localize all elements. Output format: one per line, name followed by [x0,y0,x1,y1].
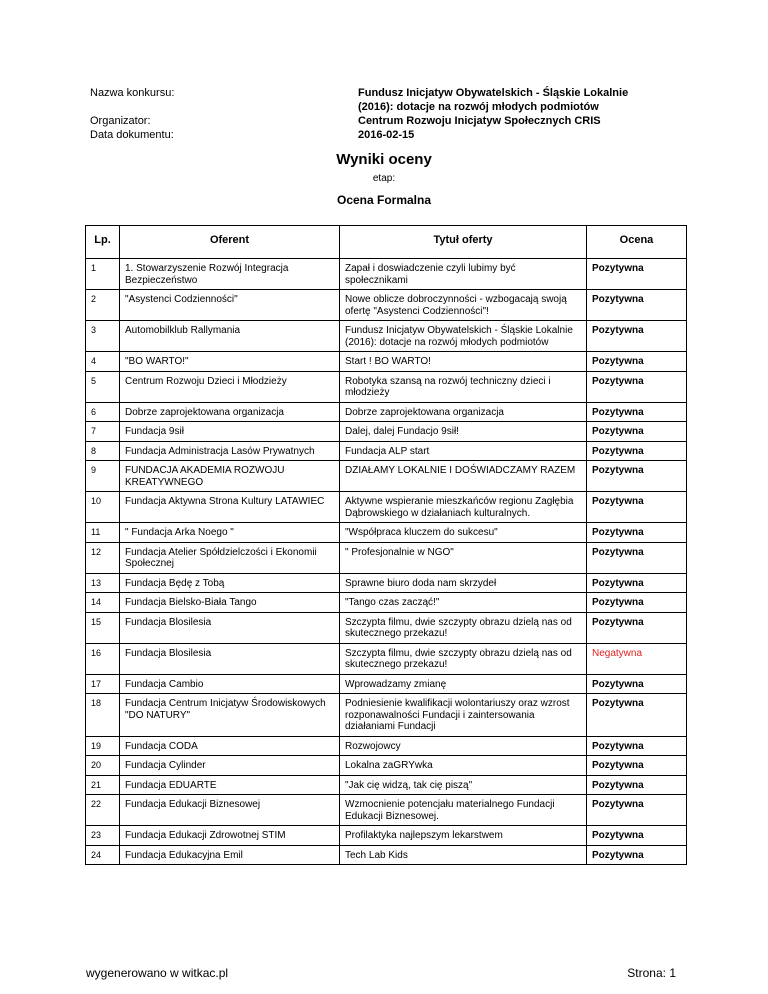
table-row [86,441,687,461]
row-oferent: Fundacja Będę z Tobą [120,573,340,593]
row-ocena: Pozytywna [587,795,687,826]
row-lp: 5 [86,371,120,402]
table-row [86,736,687,756]
header-tytul: Tytuł oferty [340,226,587,259]
table-row [86,775,687,795]
row-lp: 3 [86,321,120,352]
row-oferent: FUNDACJA AKADEMIA ROZWOJU KREATYWNEGO [120,461,340,492]
row-tytul: Nowe oblicze dobroczynności - wzbogacają swoją ofertę "Asystenci Codzienności"! [340,290,587,321]
competition-value-line-1: Fundusz Inicjatyw Obywatelskich - Śląskie Lokalnie [358,87,629,99]
row-ocena: Pozytywna [587,290,687,321]
table-row [86,461,687,492]
table-row [86,422,687,442]
row-ocena: Pozytywna [587,612,687,643]
table-row [86,674,687,694]
table-row [86,573,687,593]
row-lp: 10 [86,492,120,523]
row-oferent: 1. Stowarzyszenie Rozwój Integracja Bezpieczeństwo [120,259,340,290]
table-row [86,694,687,737]
row-tytul: Sprawne biuro doda nam skrzydeł [340,573,587,593]
stage-name: Ocena Formalna [336,193,432,207]
row-lp: 23 [86,826,120,846]
row-tytul: "Tango czas zacząć!" [340,593,587,613]
row-tytul: Wzmocnienie potencjału materialnego Fundacji Edukacji Biznesowej. [340,795,587,826]
row-tytul: Zapał i doswiadczenie czyli lubimy być społecznikami [340,259,587,290]
row-oferent: Fundacja Edukacyjna Emil [120,845,340,865]
row-oferent: Fundacja EDUARTE [120,775,340,795]
table-row [86,523,687,543]
row-tytul: "Jak cię widzą, tak cię piszą" [340,775,587,795]
row-ocena: Pozytywna [587,826,687,846]
row-oferent: Fundacja Edukacji Biznesowej [120,795,340,826]
row-oferent: Fundacja CODA [120,736,340,756]
row-oferent: Centrum Rozwoju Dzieci i Młodzieży [120,371,340,402]
header-lp: Lp. [86,226,120,259]
organizer-value: Centrum Rozwoju Inicjatyw Społecznych CRIS [358,115,601,127]
row-tytul: Start ! BO WARTO! [340,352,587,372]
row-lp: 15 [86,612,120,643]
table-row [86,321,687,352]
table-row [86,492,687,523]
row-oferent: Fundacja Bielsko-Biała Tango [120,593,340,613]
table-body [86,259,687,865]
row-ocena: Pozytywna [587,352,687,372]
row-oferent: Fundacja Centrum Inicjatyw Środowiskowych "DO NATURY" [120,694,340,737]
row-lp: 16 [86,643,120,674]
row-oferent: Automobilklub Rallymania [120,321,340,352]
row-lp: 21 [86,775,120,795]
competition-row-2 [90,100,690,114]
table-header-row [86,226,687,259]
row-lp: 14 [86,593,120,613]
row-tytul: Szczypta filmu, dwie szczypty obrazu dzielą nas od skutecznego przekazu! [340,612,587,643]
row-oferent: Fundacja Blosilesia [120,612,340,643]
row-oferent: Fundacja Cambio [120,674,340,694]
row-tytul: Fundusz Inicjatyw Obywatelskich - Śląskie Lokalnie (2016): dotacje na rozwój młodych podmiotów [340,321,587,352]
row-oferent: Fundacja Administracja Lasów Prywatnych [120,441,340,461]
row-oferent: Fundacja Aktywna Strona Kultury LATAWIEC [120,492,340,523]
row-lp: 24 [86,845,120,865]
table-row [86,259,687,290]
row-ocena: Pozytywna [587,674,687,694]
table-row [86,542,687,573]
row-tytul: Dobrze zaprojektowana organizacja [340,402,587,422]
row-tytul: Profilaktyka najlepszym lekarstwem [340,826,587,846]
row-ocena: Pozytywna [587,371,687,402]
row-lp: 6 [86,402,120,422]
row-lp: 2 [86,290,120,321]
row-tytul: DZIAŁAMY LOKALNIE I DOŚWIADCZAMY RAZEM [340,461,587,492]
row-ocena: Pozytywna [587,402,687,422]
generated-by: wygenerowano w witkac.pl [86,966,229,980]
table-row [86,795,687,826]
row-ocena: Pozytywna [587,492,687,523]
row-ocena: Pozytywna [587,422,687,442]
row-ocena: Pozytywna [587,321,687,352]
organizer-label: Organizator: [90,115,151,127]
row-ocena: Pozytywna [587,259,687,290]
header-ocena: Ocena [587,226,687,259]
row-tytul: Szczypta filmu, dwie szczypty obrazu dzielą nas od skutecznego przekazu! [340,643,587,674]
row-lp: 1 [86,259,120,290]
row-oferent: Dobrze zaprojektowana organizacja [120,402,340,422]
row-lp: 20 [86,756,120,776]
table-row [86,756,687,776]
organizer-row [90,114,690,128]
row-ocena: Pozytywna [587,542,687,573]
row-oferent: "BO WARTO!" [120,352,340,372]
row-ocena: Pozytywna [587,573,687,593]
document-metadata [90,86,690,142]
row-lp: 9 [86,461,120,492]
row-tytul: "Współpraca kluczem do sukcesu" [340,523,587,543]
header-oferent: Oferent [120,226,340,259]
row-ocena: Pozytywna [587,694,687,737]
results-table [85,225,687,865]
table-row [86,845,687,865]
row-oferent: " Fundacja Arka Noego " [120,523,340,543]
row-tytul: Tech Lab Kids [340,845,587,865]
table-row [86,290,687,321]
row-oferent: Fundacja Edukacji Zdrowotnej STIM [120,826,340,846]
row-ocena: Pozytywna [587,775,687,795]
page-number: Strona: 1 [627,966,676,980]
etap-label: etap: [372,173,396,184]
row-oferent: Fundacja 9sił [120,422,340,442]
row-ocena: Pozytywna [587,523,687,543]
row-oferent: Fundacja Cylinder [120,756,340,776]
row-tytul: Dalej, dalej Fundacjo 9sił! [340,422,587,442]
row-lp: 19 [86,736,120,756]
row-ocena: Pozytywna [587,756,687,776]
row-oferent: "Asystenci Codzienności" [120,290,340,321]
date-row [90,128,690,142]
table-row [86,593,687,613]
row-lp: 18 [86,694,120,737]
row-lp: 12 [86,542,120,573]
row-tytul: Fundacja ALP start [340,441,587,461]
competition-label: Nazwa konkursu: [90,87,175,99]
table-row [86,643,687,674]
date-label: Data dokumentu: [90,129,174,141]
row-ocena: Pozytywna [587,461,687,492]
row-ocena: Pozytywna [587,593,687,613]
row-lp: 22 [86,795,120,826]
row-lp: 17 [86,674,120,694]
row-lp: 4 [86,352,120,372]
row-tytul: Robotyka szansą na rozwój techniczny dzieci i młodzieży [340,371,587,402]
row-tytul: Wprowadzamy zmianę [340,674,587,694]
row-lp: 8 [86,441,120,461]
row-tytul: " Profesjonalnie w NGO" [340,542,587,573]
row-lp: 7 [86,422,120,442]
row-ocena: Pozytywna [587,736,687,756]
table-row [86,371,687,402]
table-row [86,352,687,372]
table-row [86,826,687,846]
row-lp: 13 [86,573,120,593]
table-row [86,612,687,643]
row-tytul: Aktywne wspieranie mieszkańców regionu Zagłębia Dąbrowskiego w działaniach kulturalnych. [340,492,587,523]
date-value: 2016-02-15 [358,129,415,141]
competition-value-line-2: (2016): dotacje na rozwój młodych podmiotów [358,101,599,113]
competition-row [90,86,690,100]
row-tytul: Podniesienie kwalifikacji wolontariuszy oraz wzrost rozponawalności Fundacji i zaintersowania działaniami Fundacji [340,694,587,737]
row-ocena: Negatywna [587,643,687,674]
row-ocena: Pozytywna [587,441,687,461]
row-lp: 11 [86,523,120,543]
row-ocena: Pozytywna [587,845,687,865]
row-tytul: Lokalna zaGRYwka [340,756,587,776]
row-oferent: Fundacja Blosilesia [120,643,340,674]
row-oferent: Fundacja Atelier Spółdzielczości i Ekonomii Społecznej [120,542,340,573]
row-tytul: Rozwojowcy [340,736,587,756]
page-title: Wyniki oceny [336,151,432,168]
table-row [86,402,687,422]
